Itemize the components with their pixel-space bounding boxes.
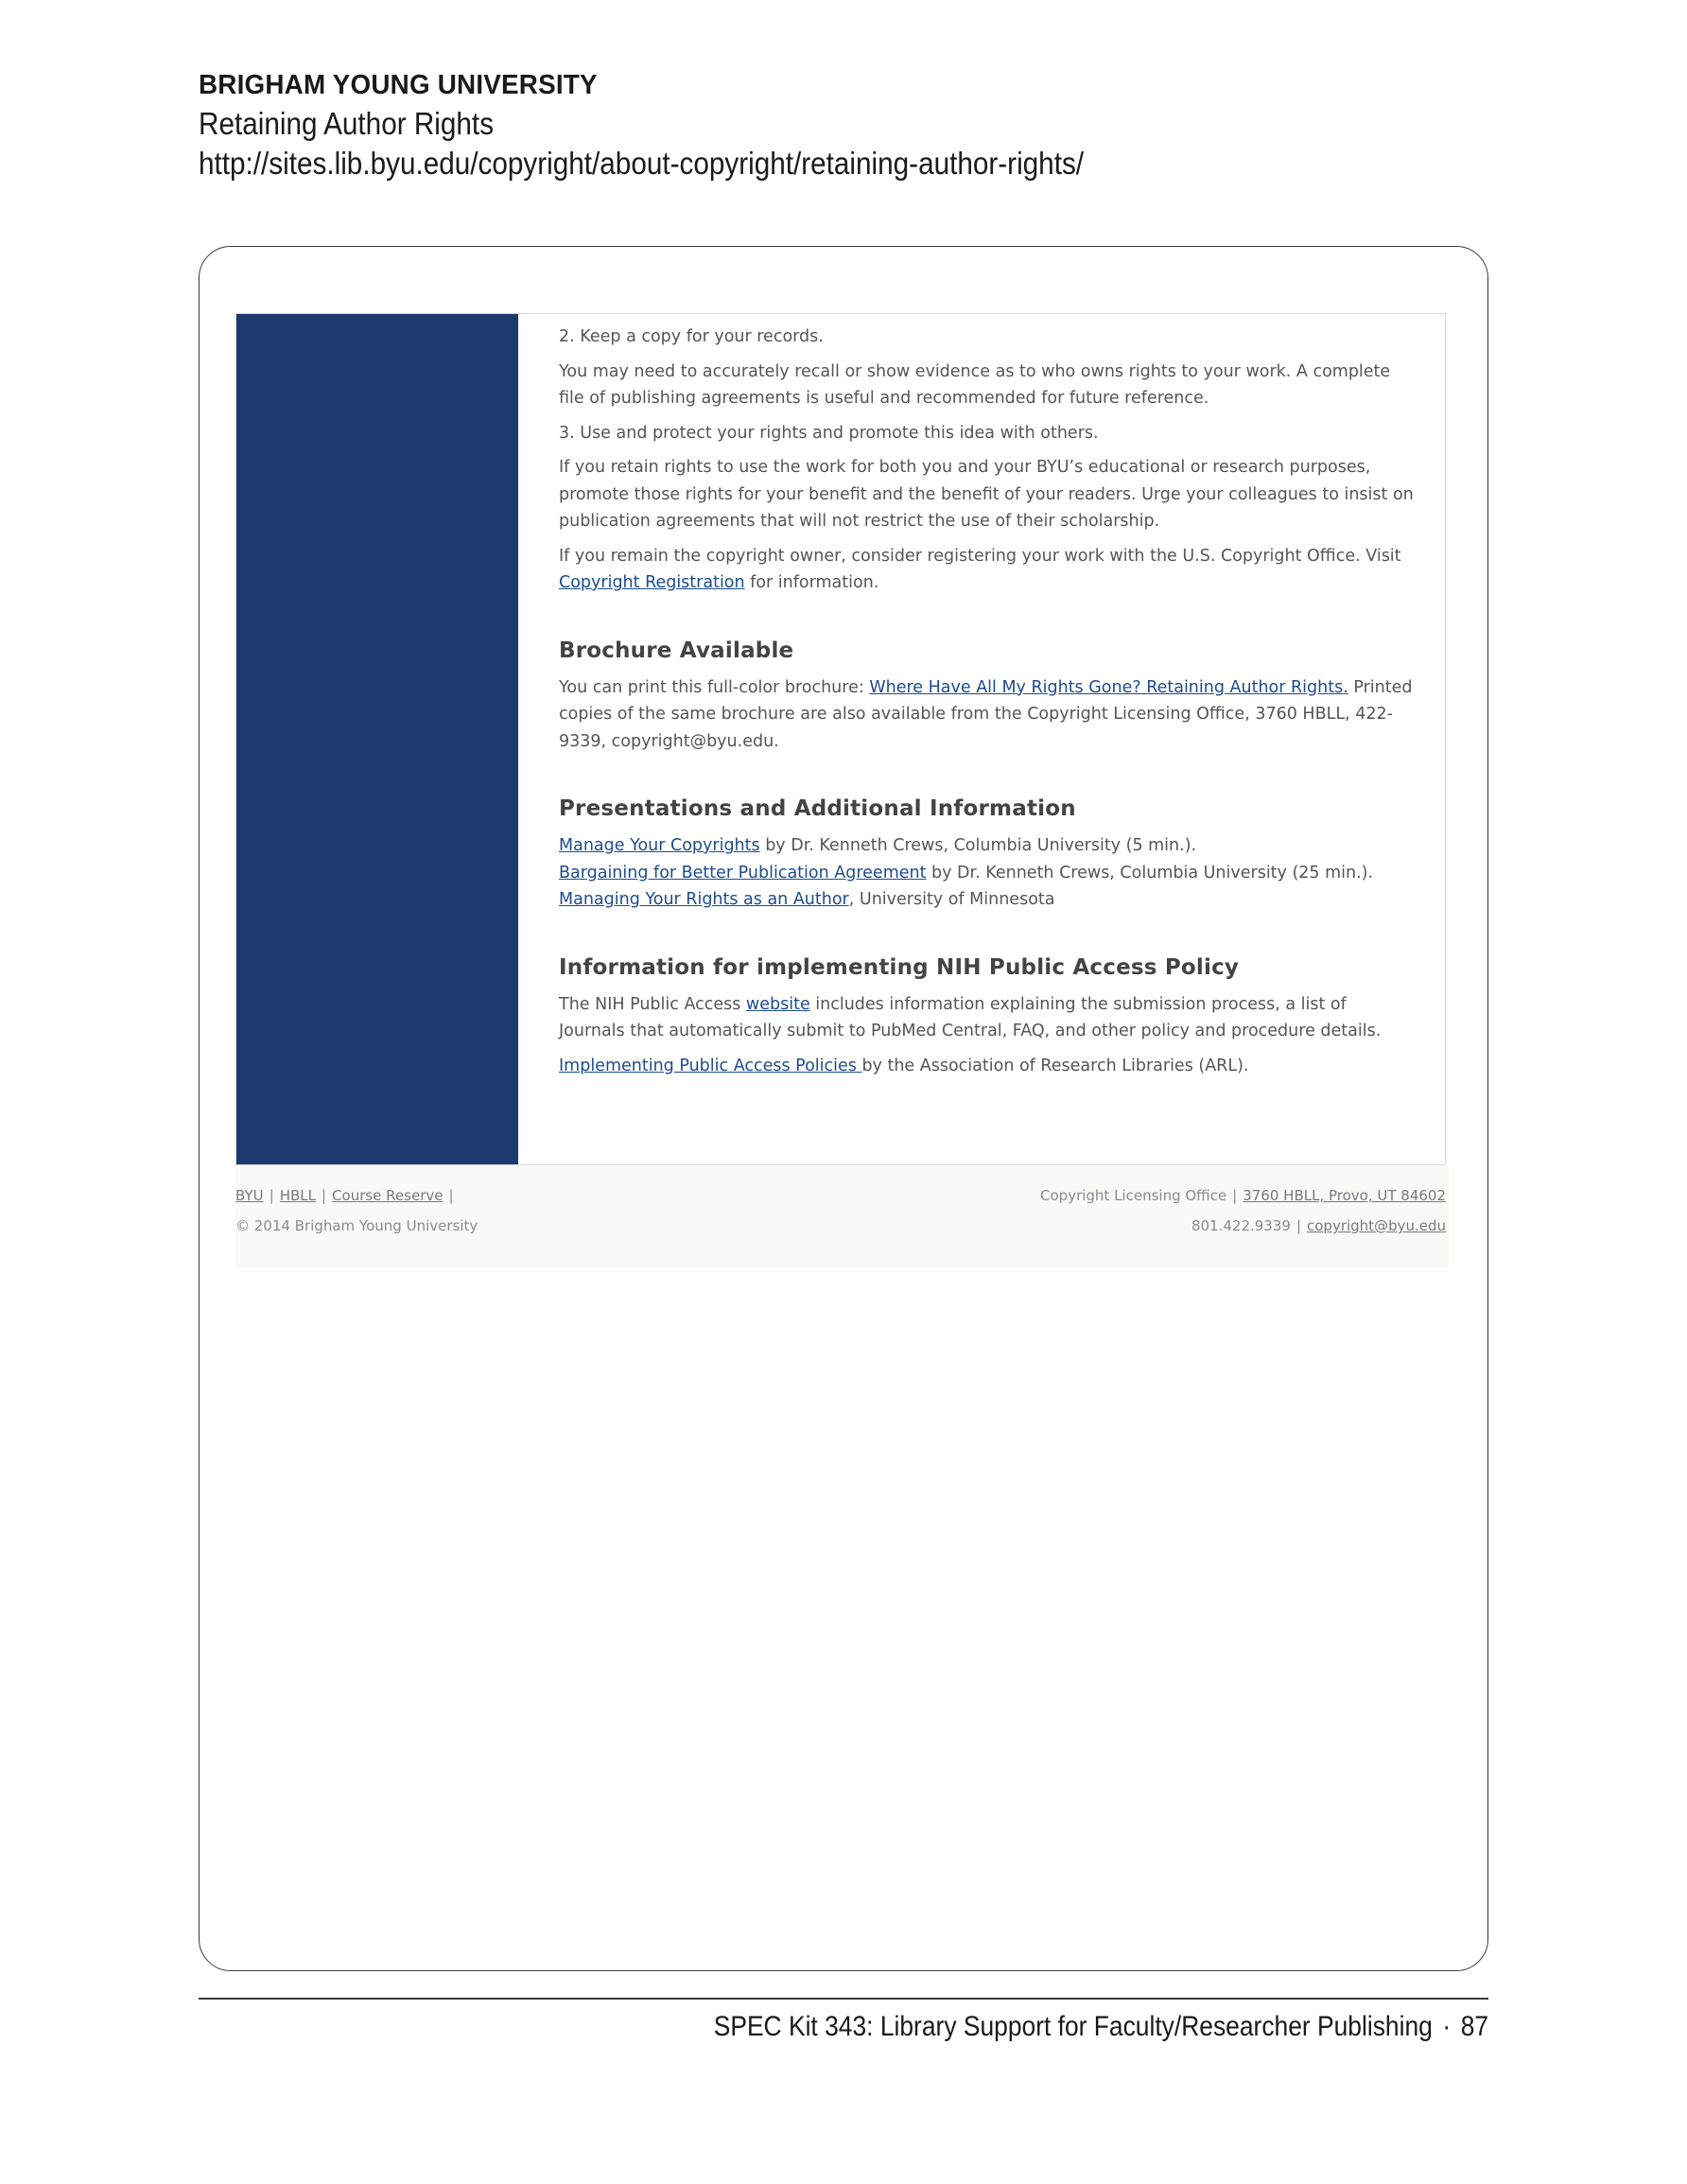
footer-right <box>1040 1180 1446 1241</box>
registration-text-2: for information. <box>744 573 879 592</box>
spec-kit-title: SPEC Kit 343: Library Support for Faculty/Researcher Publishing <box>713 2011 1433 2042</box>
footer-address-link[interactable]: 3760 HBLL, Provo, UT 84602 <box>1243 1187 1446 1204</box>
footer-link-course-reserve[interactable]: Course Reserve <box>332 1187 443 1204</box>
presentation-1-text: by Dr. Kenneth Crews, Columbia University (5 min.). <box>759 836 1197 855</box>
presentations-list <box>559 832 1415 914</box>
footer-nav <box>235 1180 478 1211</box>
presentation-3-text: , University of Minnesota <box>848 890 1055 909</box>
arl-policies-link[interactable]: Implementing Public Access Policies <box>559 1056 862 1075</box>
brochure-heading: Brochure Available <box>559 638 794 663</box>
footer-divider: | <box>1232 1187 1238 1204</box>
footer-dot: · <box>1442 2011 1452 2042</box>
presentation-item <box>559 886 1415 914</box>
bargaining-link[interactable]: Bargaining for Better Publication Agreement <box>559 863 927 882</box>
copyright-registration-link[interactable]: Copyright Registration <box>559 573 745 592</box>
footer-divider: | <box>269 1187 274 1204</box>
footer-email-link[interactable]: copyright@byu.edu <box>1307 1217 1446 1234</box>
page-footer <box>714 2011 1488 2043</box>
registration-paragraph <box>559 543 1415 597</box>
nih-text-2: includes information explaining the submission process, a list of Journals that automatically submit to PubMed Central, FAQ, and other policy and procedure details. <box>559 994 1382 1040</box>
arl-text: by the Association of Research Libraries (ARL). <box>861 1056 1249 1075</box>
presentations-heading: Presentations and Additional Information <box>559 796 1076 821</box>
arl-paragraph <box>559 1053 1415 1080</box>
nih-heading: Information for implementing NIH Public Access Policy <box>559 954 1240 980</box>
brochure-text-1: You can print this full-color brochure: <box>559 677 870 697</box>
university-name: BRIGHAM YOUNG UNIVERSITY <box>199 70 598 100</box>
managing-rights-link[interactable]: Managing Your Rights as an Author <box>559 890 849 909</box>
sidebar-panel <box>236 314 518 1164</box>
main-content <box>559 323 1415 1087</box>
page-number: 87 <box>1460 2011 1488 2042</box>
manage-copyrights-link[interactable]: Manage Your Copyrights <box>559 836 760 855</box>
footer-divider: | <box>321 1187 327 1204</box>
step-3-body: If you retain rights to use the work for both you and your BYU’s educational or research purposes, promote those rights for your benefit and the benefit of your readers. Urge your colleagues to insist on publication agreements that will not restrict the use of their scholarship. <box>559 458 1414 531</box>
registration-text-1: If you remain the copyright owner, consider registering your work with the U.S. Copyright Office. Visit <box>559 546 1401 566</box>
nih-website-link[interactable]: website <box>745 994 810 1014</box>
footer-divider: | <box>1296 1217 1301 1234</box>
footer-copyright: © 2014 Brigham Young University <box>235 1217 478 1234</box>
nih-text-1: The NIH Public Access <box>559 994 746 1014</box>
document-header <box>199 66 1182 183</box>
site-footer <box>235 1165 1450 1267</box>
website-screenshot <box>235 313 1447 1267</box>
step-2-body: You may need to accurately recall or show evidence as to who owns rights to your work. A complete file of publishing agreements is useful and recommended for future reference. <box>559 361 1391 408</box>
footer-office-line <box>1040 1180 1446 1211</box>
source-url: http://sites.lib.byu.edu/copyright/about-copyright/retaining-author-rights/ <box>199 146 1085 181</box>
brochure-paragraph <box>559 674 1415 756</box>
brochure-link[interactable]: Where Have All My Rights Gone? Retaining Author Rights. <box>869 677 1348 697</box>
page-body <box>235 313 1446 1165</box>
page-title: Retaining Author Rights <box>199 106 495 141</box>
footer-link-byu[interactable]: BYU <box>235 1187 264 1204</box>
footer-divider: | <box>448 1187 454 1204</box>
presentation-2-text: by Dr. Kenneth Crews, Columbia University (25 min.). <box>926 863 1374 882</box>
presentation-item <box>559 832 1415 860</box>
brochure-text-2: Printed copies of the same brochure are also available from the Copyright Licensing Office, 3760 HBLL, 422-9339, copyright@byu.edu. <box>559 677 1413 751</box>
page-footer-rule <box>199 1998 1488 2000</box>
footer-office: Copyright Licensing Office <box>1040 1187 1227 1204</box>
footer-contact-line <box>1040 1211 1446 1241</box>
footer-left <box>235 1180 478 1241</box>
nih-paragraph <box>559 991 1415 1045</box>
presentation-item <box>559 860 1415 887</box>
step-2-heading: 2. Keep a copy for your records. <box>559 327 824 346</box>
footer-link-hbll[interactable]: HBLL <box>279 1187 316 1204</box>
step-3-heading: 3. Use and protect your rights and promote this idea with others. <box>559 423 1099 443</box>
footer-phone: 801.422.9339 <box>1191 1217 1291 1234</box>
